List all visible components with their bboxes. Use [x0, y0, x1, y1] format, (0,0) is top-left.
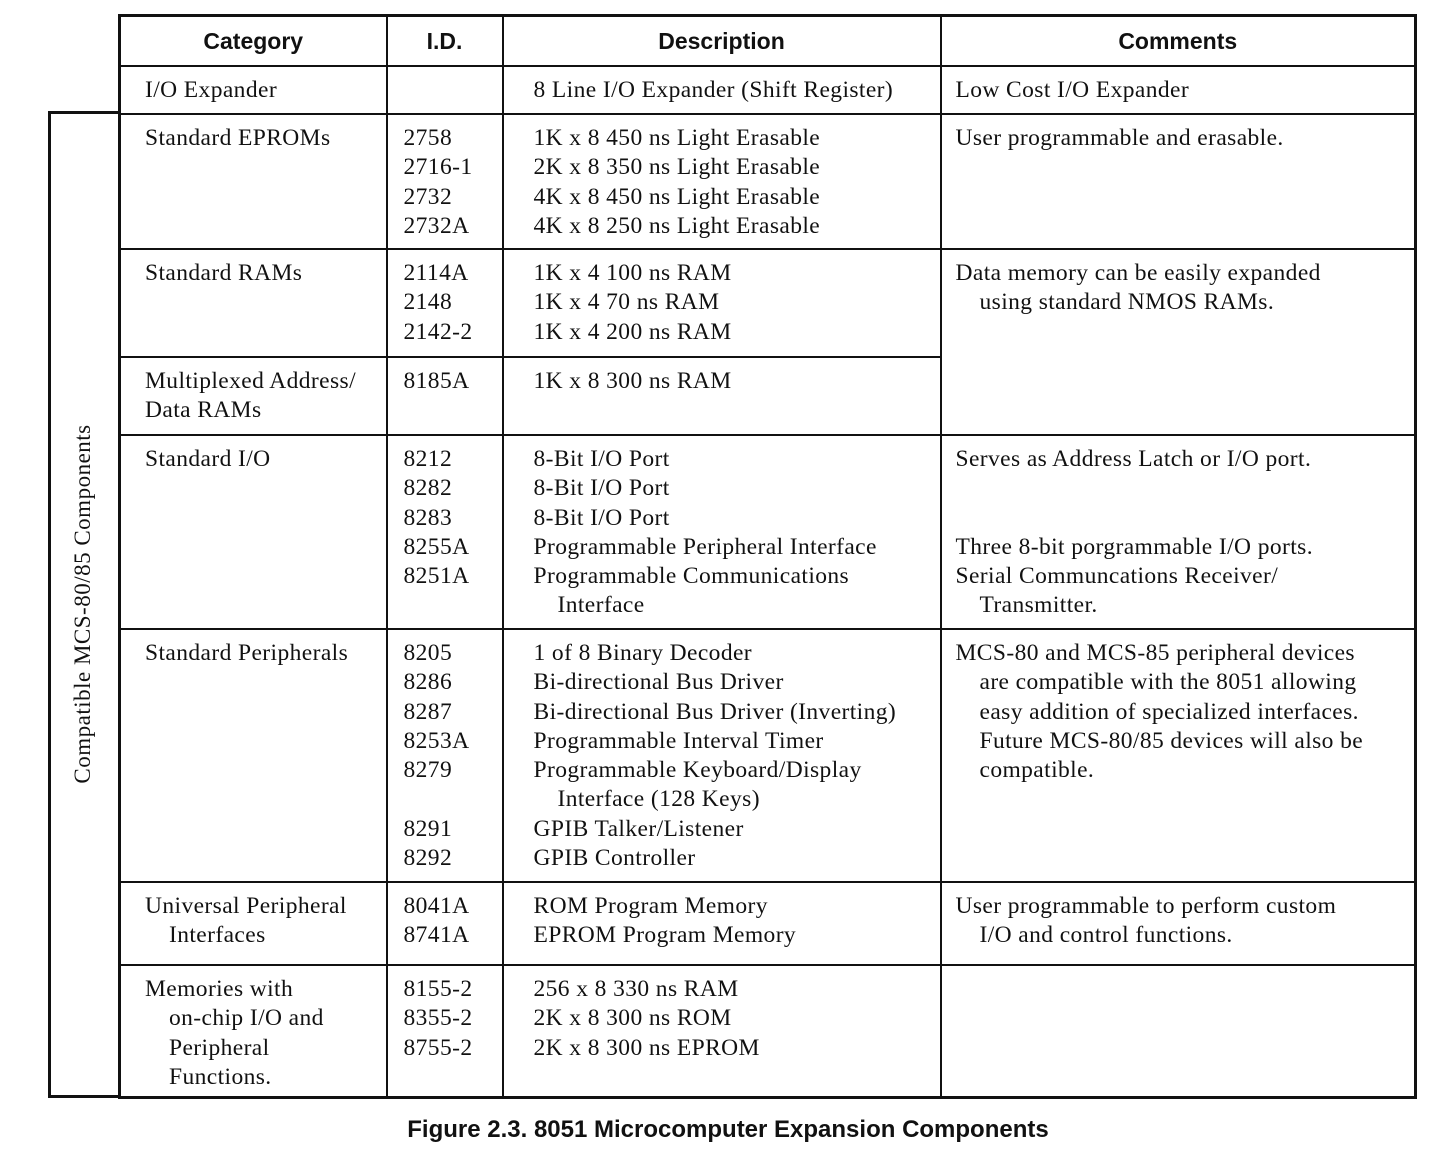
cell-line: 8-Bit I/O Port [533, 446, 670, 472]
cell-line: Universal Peripheral [145, 893, 347, 919]
cell-line: 2148 [403, 289, 453, 316]
cell-line: Data memory can be easily expanded [955, 260, 1321, 286]
cell-line: 8283 [403, 504, 453, 531]
cell-line: Standard Peripherals [145, 640, 349, 666]
side-label: Compatible MCS-80/85 Components [70, 424, 95, 784]
cell-line: 8292 [403, 845, 453, 872]
header-category: Category [120, 16, 387, 67]
cell-line: MCS-80 and MCS-85 peripheral devices [955, 640, 1355, 666]
cell-line: Serves as Address Latch or I/O port. [955, 446, 1312, 472]
cell-line: 8355-2 [403, 1005, 473, 1032]
cell-line: User programmable to perform custom [955, 893, 1337, 919]
cell-line: 8155-2 [403, 976, 473, 1002]
description-cell [503, 114, 941, 249]
cell-line: on-chip I/O and [169, 1005, 324, 1032]
category-cell [120, 965, 387, 1098]
comments-cell [941, 965, 1416, 1098]
cell-line: are compatible with the 8051 allowing [979, 669, 1357, 696]
cell-line: EPROM Program Memory [533, 922, 797, 949]
comments-cell [941, 629, 1416, 882]
cell-line: GPIB Controller [533, 845, 696, 872]
category-cell [120, 629, 387, 882]
cell-line: 2758 [403, 125, 453, 151]
cell-line: Memories with [145, 976, 294, 1002]
bracket-vertical-rule [48, 113, 51, 1098]
cell-line [404, 785, 492, 814]
cell-line: 2K x 8 350 ns Light Erasable [533, 154, 821, 181]
cell-line: 8287 [403, 698, 453, 725]
header-id: I.D. [387, 16, 503, 67]
cell-line: Data RAMs [145, 397, 262, 424]
category-cell [120, 357, 387, 435]
cell-line: 8255A [403, 533, 470, 560]
cell-line: 8741A [403, 922, 470, 949]
figure-caption: Figure 2.3. 8051 Microcomputer Expansion Components [407, 1116, 1049, 1143]
cell-line: 8041A [403, 893, 470, 919]
cell-line: 256 x 8 330 ns RAM [533, 976, 739, 1002]
cell-line: 1K x 4 100 ns RAM [533, 260, 732, 286]
cell-line: 1K x 8 450 ns Light Erasable [533, 125, 821, 151]
cell-line: Standard I/O [145, 446, 271, 472]
cell-line: Programmable Communications [533, 563, 850, 590]
cell-line: Multiplexed Address/ [145, 368, 356, 394]
cell-line: Functions. [169, 1063, 272, 1090]
cell-line: 8253A [403, 727, 470, 754]
cell-line: using standard NMOS RAMs. [979, 289, 1275, 316]
cell-line: 1K x 4 70 ns RAM [533, 289, 720, 316]
cell-line: Interfaces [169, 922, 266, 949]
cell-line: Serial Communcations Receiver/ [955, 563, 1279, 590]
row-standard-rams [120, 249, 1416, 357]
cell-line: Bi-directional Bus Driver [533, 669, 784, 696]
description-cell [503, 249, 941, 357]
cell-line: 1K x 8 300 ns RAM [533, 368, 732, 394]
cell-line: 8205 [403, 640, 453, 666]
cell-line: 2732 [403, 183, 453, 210]
cell-line: Bi-directional Bus Driver (Inverting) [533, 698, 897, 725]
header-comments: Comments [941, 16, 1416, 67]
description-cell [503, 629, 941, 882]
cell-line: Peripheral [169, 1034, 270, 1061]
cell-line: 8-Bit I/O Port [533, 504, 670, 531]
cell-line [404, 76, 492, 105]
row-io-expander [120, 66, 1416, 114]
category-cell [120, 882, 387, 965]
cell-line: Standard EPROMs [145, 125, 331, 151]
cell-line: 1K x 4 200 ns RAM [533, 318, 732, 345]
row-standard-eproms [120, 114, 1416, 249]
cell-line: 1 of 8 Binary Decoder [533, 640, 753, 666]
cell-line: Programmable Peripheral Interface [533, 533, 877, 560]
description-cell [503, 435, 941, 629]
cell-line: Three 8-bit porgrammable I/O ports. [955, 533, 1313, 560]
cell-line: compatible. [979, 757, 1095, 784]
id-cell [387, 629, 503, 882]
header-description: Description [503, 16, 941, 67]
cell-line: easy addition of specialized interfaces. [979, 698, 1359, 725]
id-cell [387, 249, 503, 357]
cell-line: I/O Expander [145, 77, 278, 103]
row-universal-peripheral-interfaces [120, 882, 1416, 965]
comments-cell [941, 435, 1416, 629]
cell-line: 8279 [403, 757, 453, 784]
cell-line: 8-Bit I/O Port [533, 475, 670, 502]
cell-line: Low Cost I/O Expander [955, 77, 1190, 103]
category-cell [120, 114, 387, 249]
cell-line: Programmable Keyboard/Display [533, 757, 862, 784]
cell-line: Interface [557, 592, 645, 619]
cell-line: 2K x 8 300 ns ROM [533, 1005, 732, 1032]
comments-cell [941, 249, 1416, 435]
id-cell [387, 66, 503, 114]
description-cell [503, 965, 941, 1098]
id-cell [387, 114, 503, 249]
description-cell [503, 66, 941, 114]
cell-line: 8212 [403, 446, 453, 472]
cell-line: User programmable and erasable. [955, 125, 1284, 151]
id-cell [387, 882, 503, 965]
cell-line: 2142-2 [403, 318, 473, 345]
cell-line: Interface (128 Keys) [557, 786, 760, 813]
comments-cell [941, 882, 1416, 965]
cell-line: 4K x 8 250 ns Light Erasable [533, 212, 821, 239]
cell-line: 2114A [403, 260, 469, 286]
cell-line: GPIB Talker/Listener [533, 815, 744, 842]
cell-line: Transmitter. [979, 592, 1098, 619]
id-cell [387, 435, 503, 629]
id-cell [387, 965, 503, 1098]
comments-cell [941, 114, 1416, 249]
description-cell [503, 882, 941, 965]
cell-line: 8282 [403, 475, 453, 502]
bracket-top-rule [48, 111, 120, 114]
row-memories-with-io [120, 965, 1416, 1098]
bracket-bottom-rule [48, 1095, 120, 1098]
cell-line: 8286 [403, 669, 453, 696]
cell-line: 4K x 8 450 ns Light Erasable [533, 183, 821, 210]
cell-line: 8291 [403, 815, 453, 842]
cell-line: 2716-1 [403, 154, 473, 181]
cell-line: 8755-2 [403, 1034, 473, 1061]
cell-line [956, 474, 1405, 503]
row-standard-peripherals [120, 629, 1416, 882]
cell-line: 8 Line I/O Expander (Shift Register) [533, 77, 894, 103]
cell-line: 8185A [403, 368, 470, 394]
cell-line [956, 975, 1405, 1004]
category-cell [120, 66, 387, 114]
row-standard-io [120, 435, 1416, 629]
category-cell [120, 435, 387, 629]
cell-line: 8251A [403, 563, 470, 590]
description-cell [503, 357, 941, 435]
header-row [120, 16, 1416, 67]
category-cell [120, 249, 387, 357]
cell-line: Programmable Interval Timer [533, 727, 824, 754]
cell-line: I/O and control functions. [979, 922, 1233, 949]
cell-line: Standard RAMs [145, 260, 303, 286]
cell-line: 2K x 8 300 ns EPROM [533, 1034, 760, 1061]
expansion-components-table [118, 14, 1417, 1099]
cell-line: 2732A [403, 212, 470, 239]
cell-line: ROM Program Memory [533, 893, 768, 919]
cell-line: Future MCS-80/85 devices will also be [979, 727, 1364, 754]
cell-line [956, 504, 1405, 533]
comments-cell [941, 66, 1416, 114]
id-cell [387, 357, 503, 435]
